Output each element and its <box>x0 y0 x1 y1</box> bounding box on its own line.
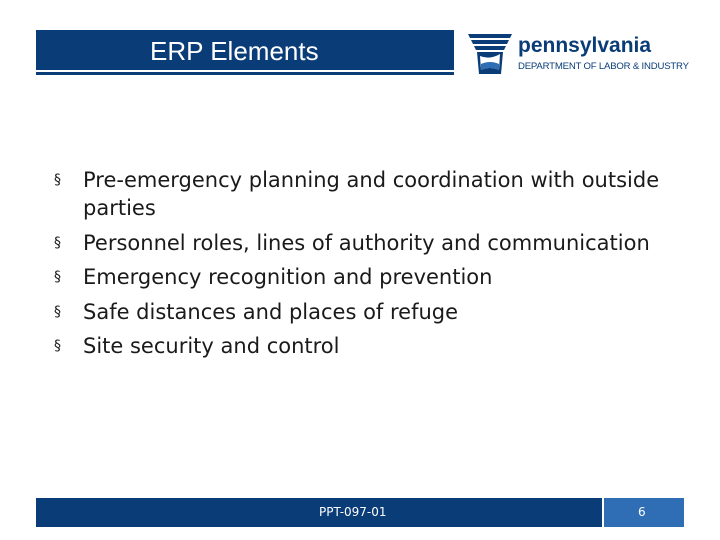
page-number: 6 <box>638 505 646 519</box>
bullet-text: Site security and control <box>83 334 340 358</box>
slide-title: ERP Elements <box>150 36 319 66</box>
bullet-item <box>54 298 674 326</box>
pennsylvania-keystone-icon <box>466 30 514 78</box>
logo-department: DEPARTMENT OF LABOR & INDUSTRY <box>518 61 689 72</box>
footer-code: PPT-097-01 <box>319 505 387 519</box>
bullet-text: Pre-emergency planning and coordination with outside parties <box>83 168 660 220</box>
bullet-marker: § <box>54 338 61 354</box>
bullet-marker: § <box>54 303 61 320</box>
logo-name: pennsylvania <box>518 34 652 57</box>
bullet-item <box>54 166 674 222</box>
title-underline <box>36 72 454 75</box>
bullet-list <box>54 166 674 367</box>
title-bar <box>36 30 454 70</box>
pennsylvania-logo <box>466 30 690 80</box>
bullet-text: Personnel roles, lines of authority and communication <box>83 230 650 255</box>
bullet-item <box>54 263 674 291</box>
footer-page-box <box>604 498 684 527</box>
bullet-marker: § <box>54 234 61 251</box>
bullet-marker: § <box>54 269 61 285</box>
bullet-text: Safe distances and places of refuge <box>83 299 459 324</box>
footer-bar <box>36 498 602 527</box>
bullet-text: Emergency recognition and prevention <box>83 265 493 289</box>
bullet-item <box>54 229 674 257</box>
bullet-marker: § <box>54 172 61 188</box>
bullet-item <box>54 332 674 360</box>
